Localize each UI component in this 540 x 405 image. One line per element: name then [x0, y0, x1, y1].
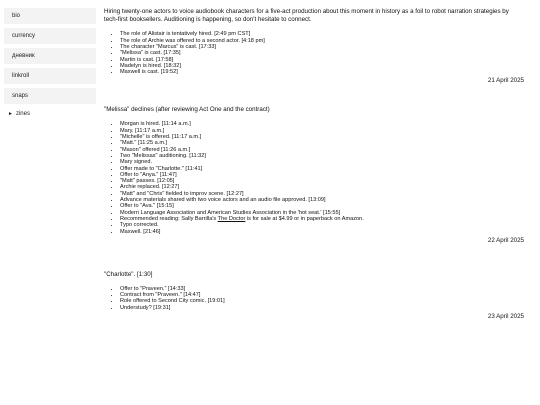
list-item: • "Melissa" is cast. [17:35] — [120, 50, 524, 56]
list-item: • Advance materials shared with two voice actors and an audio file approved. [13:09] — [120, 197, 524, 203]
nav-currency[interactable]: currency — [4, 28, 96, 44]
list-item: • Offer to "Praveen." [14:33] — [120, 286, 524, 292]
list-item: • "Matt." [11:25 a.m.] — [120, 140, 524, 146]
list-item: • Understudy? [19:31] — [120, 305, 524, 311]
nav-dnevnik[interactable]: дневник — [4, 48, 96, 64]
list-item: • Maxwell is cast. [19:52] — [120, 69, 524, 75]
list-item: • "Matt" passes. [12:05] — [120, 178, 524, 184]
post-21-april — [104, 8, 524, 85]
nav-zines-label: zines — [15, 111, 30, 117]
list-item: • "Mason" offered [11:26 a.m.] — [120, 147, 524, 153]
list-item: • Maxwell. [21:46] — [120, 229, 524, 235]
list-item: • Mary. [11:17 a.m.] — [120, 128, 524, 134]
list-item: • The character "Marcus" is cast. [17:33] — [120, 44, 524, 50]
post-23-april — [104, 271, 524, 321]
sidebar-nav — [4, 8, 96, 126]
list-item: • Role offered to Second City comic. [19:01] — [120, 298, 524, 304]
reading-prefix: Recommended reading: Sally Barrilla's — [120, 215, 218, 222]
list-item: • Contract from "Praveen." [14:47] — [120, 292, 524, 298]
nav-linkroll[interactable]: linkroll — [4, 68, 96, 84]
post-title: "Charlotte". [1:30] — [104, 270, 153, 278]
list-item: • Offer made to "Charlotte." [11:41] — [120, 166, 524, 172]
list-item: • Archie replaced. [12:27] — [120, 184, 524, 190]
list-item: • Mary signed. — [120, 159, 524, 165]
list-item: • Martin is cast. [17:58] — [120, 57, 524, 63]
list-item: • Offer to "Ava." [15:15] — [120, 203, 524, 209]
update-list — [104, 286, 524, 311]
list-item: • Typo corrected. — [120, 222, 524, 228]
nav-zines[interactable] — [4, 106, 96, 122]
update-list — [104, 121, 524, 234]
post-title: "Melissa" declines (after reviewing Act One and the contract) — [104, 106, 270, 114]
list-item: • Modern Language Association and American Studies Association in the 'hot seat.' [15:55] — [120, 210, 524, 216]
list-item: • Two "Melissas" auditioning. [11:32] — [120, 153, 524, 159]
list-item: • Morgan is hired. [11:14 a.m.] — [120, 121, 524, 127]
update-list — [104, 31, 524, 75]
journal-main — [104, 8, 524, 321]
current-page-arrow-icon: ► — [8, 111, 13, 117]
post-22-april — [104, 106, 524, 244]
nav-snaps[interactable]: snaps — [4, 88, 96, 104]
list-item: • The role of Alistair is tentatively hired. [2:49 pm CST] — [120, 31, 524, 37]
post-intro: Hiring twenty-one actors to voice audiobook characters for a five-act production about this moment in history as a foil to robot narration strategies by tech-first booksellers. Auditioning is happening, so don't hesitate to connect. — [104, 8, 509, 24]
post-date: 21 April 2025 — [487, 77, 524, 85]
list-item: • Madelyn is hired. [18:32] — [120, 63, 524, 69]
book-link[interactable]: The Doctor — [217, 215, 246, 222]
list-item: • The role of Archie was offered to a second actor. [4:18 pm] — [120, 38, 524, 44]
nav-bio[interactable]: bio — [4, 8, 96, 24]
post-date: 23 April 2025 — [487, 313, 524, 321]
list-item: • "Michelle" is offered. [11:17 a.m.] — [120, 134, 524, 140]
list-item: • Offer to "Anya." [11:47] — [120, 172, 524, 178]
post-date: 22 April 2025 — [487, 236, 524, 244]
reading-suffix: is for sale at $4.99 or in paperback on Amazon. — [245, 215, 364, 222]
list-item: • "Matt" and "Chris" fielded to improv scene. [12:27] — [120, 191, 524, 197]
